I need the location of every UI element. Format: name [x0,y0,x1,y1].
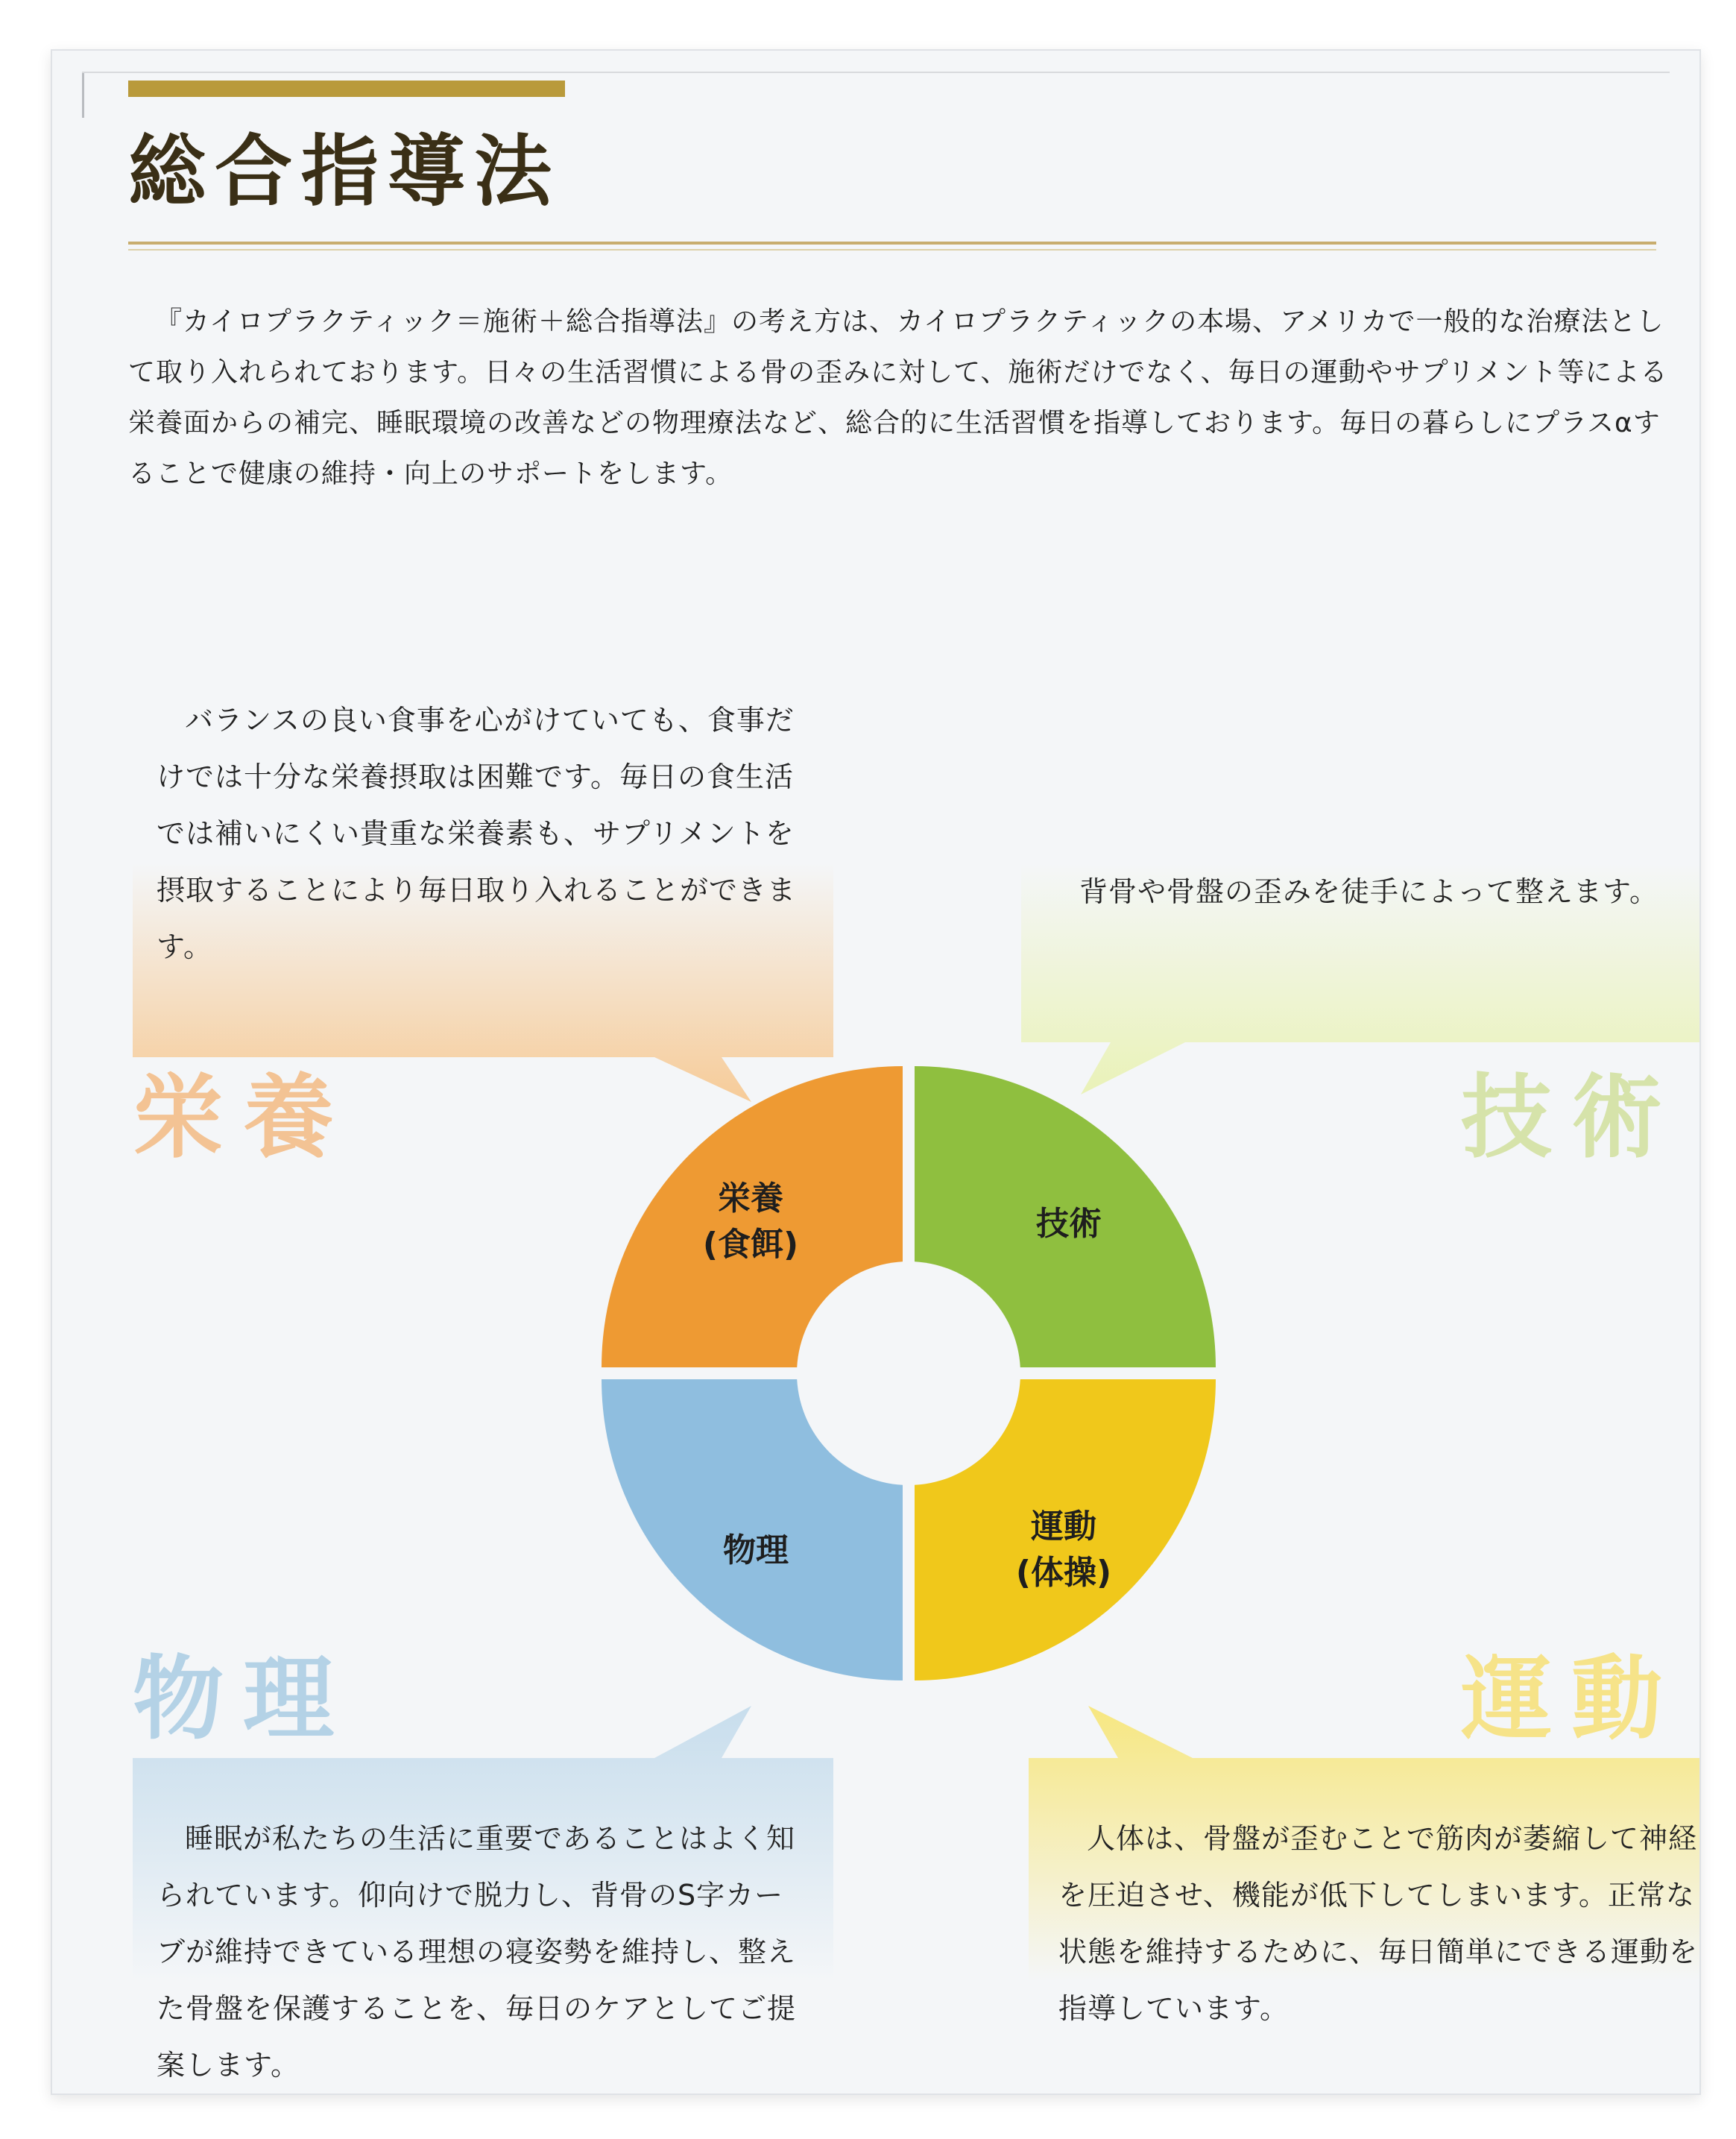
exercise-heading: 運動 [1461,1646,1682,1752]
technique-description [1051,863,1699,920]
nutrition-text: バランスの良い食事を心がけていても、食事だけでは十分な栄養摂取は困難です。毎日の食生活では補いにくい貴重な栄養素も、サプリメントを摂取することにより毎日取り入れることができます。 [157,704,797,963]
segment-label-technique: 技術 [1036,1205,1102,1243]
exercise-description [1058,1810,1701,2037]
segment-label-nutrition-line1: 栄養 [718,1179,783,1217]
physics-description [157,1810,805,2094]
donut-hole [797,1261,1020,1485]
exercise-text: 人体は、骨盤が歪むことで筋肉が萎縮して神経を圧迫させ、機能が低下してしまいます。正常な状態を維持するために、毎日簡単にできる運動を指導しています。 [1058,1822,1699,2025]
nutrition-description [157,692,805,975]
physics-text: 睡眠が私たちの生活に重要であることはよく知られています。仰向けで脱力し、背骨のS字カーブが維持できている理想の寝姿勢を維持し、整えた骨盤を保護することを、毎日のケアとしてご提案します。 [157,1822,797,2082]
segment-label-exercise-line2: (体操) [1015,1554,1112,1592]
segment-label-nutrition-line2: (食餌) [702,1226,799,1264]
physics-heading: 物理 [133,1646,353,1752]
page-title: 総合指導法 [128,126,561,217]
nutrition-heading: 栄養 [133,1065,353,1171]
segment-label-exercise-line1: 運動 [1031,1508,1096,1546]
technique-text: 背骨や骨盤の歪みを徒手によって整えます。 [1079,875,1658,908]
intro-paragraph: 『カイロプラクティック＝施術＋総合指導法』の考え方は、カイロプラクティックの本場、アメリカで一般的な治療法として取り入れられております。日々の生活習慣による骨の歪みに対して、施術だけでなく、毎日の運動やサプリメント等による栄養面からの補完、睡眠環境の改善などの物理療法など、総合的に生活習慣を指導しております。毎日の暮らしにプラスαすることで健康の維持・向上のサポートをします。 [128,306,1668,489]
technique-heading: 技術 [1461,1065,1682,1171]
segment-label-physics: 物理 [723,1531,789,1569]
document-page [51,49,1701,2095]
